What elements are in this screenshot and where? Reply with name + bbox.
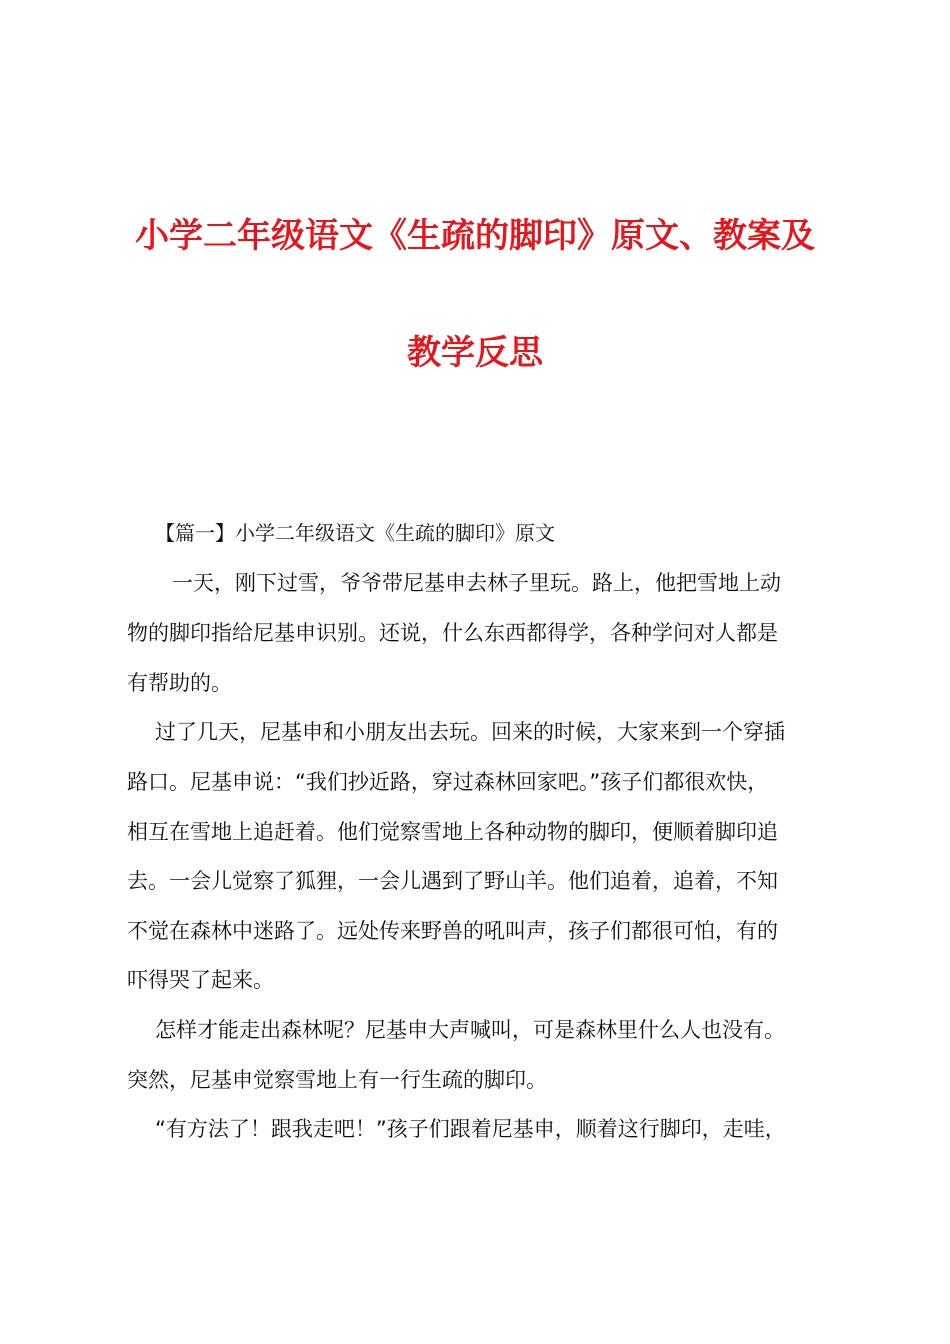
paragraph-line: 突然，尼基申觉察雪地上有一行生疏的脚印。 — [127, 1068, 547, 1092]
paragraph-line: 一天，刚下过雪，爷爷带尼基申去林子里玩。路上，他把雪地上动 — [172, 571, 781, 595]
paragraph-line: 相互在雪地上追赶着。他们觉察雪地上各种动物的脚印，便顺着脚印追 — [127, 820, 778, 844]
paragraph-line: 吓得哭了起来。 — [127, 968, 274, 992]
paragraph-line: 怎样才能走出森林呢？尼基申大声喊叫，可是森林里什么人也没有。 — [155, 1018, 785, 1042]
paragraph-line: 物的脚印指给尼基申识别。还说，什么东西都得学，各种学问对人都是 — [127, 621, 778, 645]
paragraph-line: 不觉在森林中迷路了。远处传来野兽的吼叫声，孩子们都很可怕，有的 — [127, 919, 778, 943]
document-title-line-1: 小学二年级语文《生疏的脚印》原文、教案及 — [135, 216, 815, 256]
paragraph-line: 有帮助的。 — [127, 671, 232, 695]
paragraph-line: 过了几天，尼基申和小朋友出去玩。回来的时候，大家来到一个穿插 — [155, 720, 785, 744]
section-heading: 【篇一】小学二年级语文《生疏的脚印》原文 — [155, 521, 555, 545]
document-title-line-2: 教学反思 — [407, 333, 543, 373]
paragraph-line: “有方法了！跟我走吧！”孩子们跟着尼基申，顺着这行脚印，走哇， — [155, 1117, 786, 1141]
paragraph-line: 路口。尼基申说：“我们抄近路，穿过森林回家吧。”孩子们都很欢快， — [127, 770, 769, 794]
paragraph-line: 去。一会儿觉察了狐狸，一会儿遇到了野山羊。他们追着，追着，不知 — [127, 869, 778, 893]
